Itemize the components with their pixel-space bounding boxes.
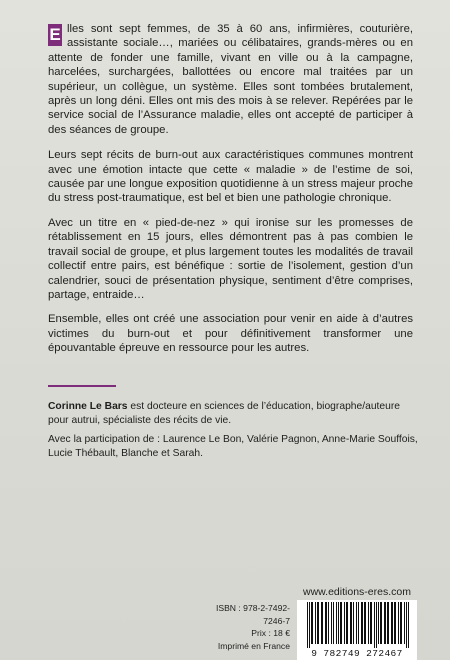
price: Prix : 18 € xyxy=(251,628,290,639)
accent-divider xyxy=(48,385,116,387)
paragraph-recits: Leurs sept récits de burn-out aux caractéristiques communes montrent avec une émotion intacte que cette « maladie » de l’estime de soi, causée par une longue exposition quotidienne à un stress majeur proche du stress post-traumatique, est bel et bien une pathologie chronique. xyxy=(48,149,413,205)
author-bio-text: est docteure en sciences de l’éducation, biographe/auteure pour autrui, spécialiste des récits de vie. xyxy=(48,401,401,426)
isbn: ISBN : 978-2-7492-7246-7 xyxy=(215,603,290,626)
author-bio xyxy=(48,400,416,427)
barcode-bars xyxy=(297,600,417,648)
printed-in: Imprimé en France xyxy=(217,640,290,651)
publisher-website: www.editions-eres.com xyxy=(303,586,411,598)
barcode xyxy=(297,600,417,660)
participation-credits: Avec la participation de : Laurence Le Bon, Valérie Pagnon, Anne-Marie Souffois, Lucie Thébault, Blanche et Sarah. xyxy=(48,434,418,459)
isbn-price-block xyxy=(198,602,290,652)
paragraph-association: Ensemble, elles ont créé une association pour venir en aide à d’autres victimes du burn-out et pour définitivement transformer une épouvantable épreuve en ressource pour les autres. xyxy=(48,313,413,355)
paragraph-intro-text: lles sont sept femmes, de 35 à 60 ans, infirmières, couturière, assistante sociale…, mariées ou célibataires, grands-mères ou en attente de fonder une famille, vivant en ville ou à la campagne, harcelées, surchargées, ballottées ou encore mal traitées par un supérieur, un collègue, un système. Elles sont tombées brutalement, après un long déni. Elles ont mis des mois à se relever. Repérées par le service social de l’Assurance maladie, elles ont accepté de participer à des séances de groupe. xyxy=(48,23,413,136)
barcode-digits: 9 782749 272467 xyxy=(311,648,403,659)
drop-cap: E xyxy=(49,25,61,44)
paragraph-intro xyxy=(48,22,413,137)
blurb xyxy=(48,22,413,366)
author-name: Corinne Le Bars xyxy=(48,401,128,412)
paragraph-titre: Avec un titre en « pied-de-nez » qui ironise sur les promesses de rétablissement en 15 jours, elles démontrent pas à pas combien le travail social de groupe, et plus largement toutes les modalités de travail collectif entre pairs, est bénéfique : sortie de l’isolement, gestion d’un calendrier, souci de présentation physique, sentiment d’être comprises, partage, entraide… xyxy=(48,216,413,301)
